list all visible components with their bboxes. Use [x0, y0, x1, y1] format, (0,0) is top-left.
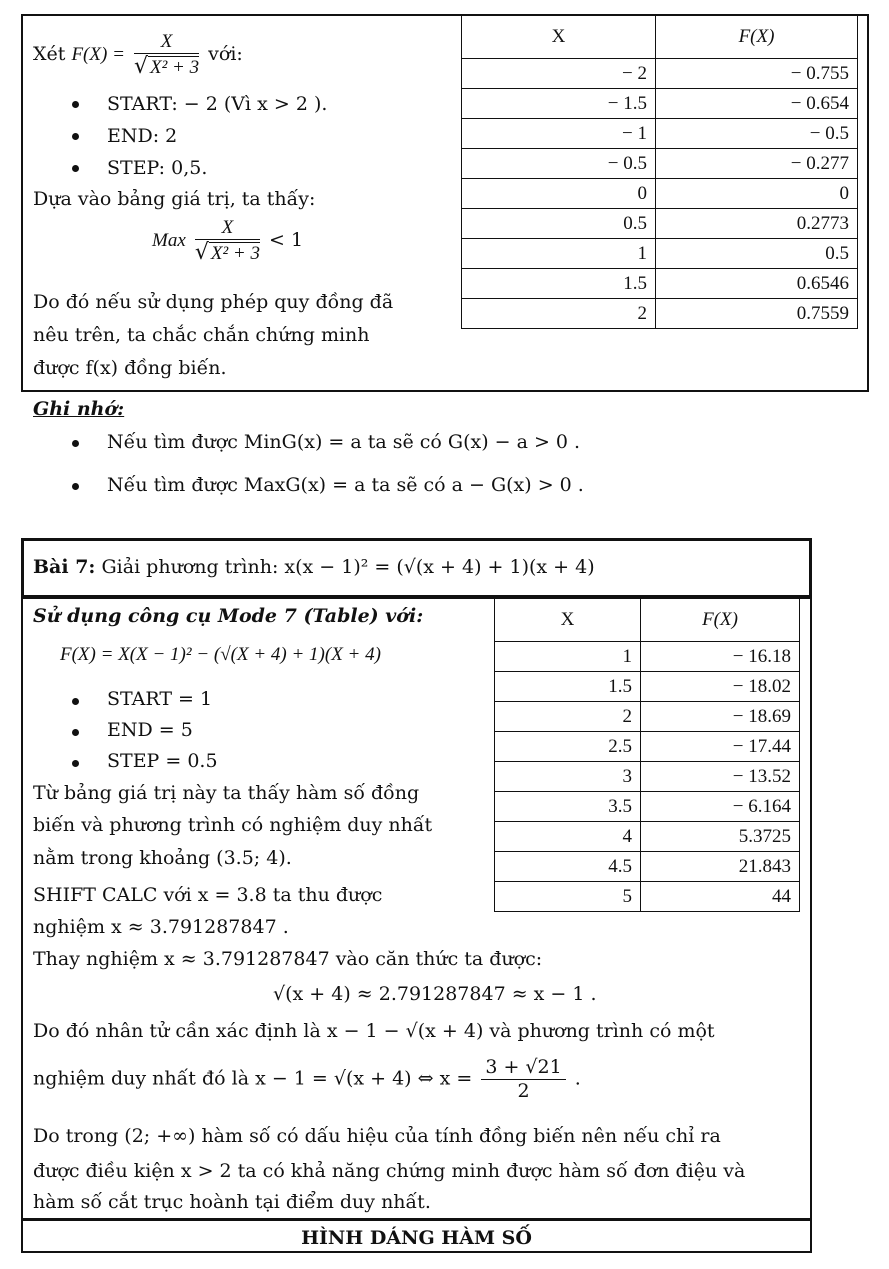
bullet-dot	[72, 698, 79, 705]
bai7-sqrt-result: √(x + 4) ≈ 2.791287847 ≈ x − 1 .	[273, 983, 597, 1005]
table-header-fx: F(X)	[641, 599, 800, 642]
bai7-bullet-step: STEP = 0.5	[107, 750, 218, 772]
block1-max-expression: Max $\frac{X}{\text{√ X² + 3}}$ < 1	[152, 217, 304, 265]
table-row: 3.5 − 6.164	[495, 792, 800, 822]
bai7-final-line: được điều kiện x > 2 ta có khả năng chứng minh được hàm số đơn điệu và	[33, 1160, 746, 1182]
table-row: 0 0	[462, 179, 858, 209]
bullet-dot	[72, 729, 79, 736]
block1-bullet-start: START: − 2 (Vì x > 2 ).	[107, 93, 328, 115]
table-row: 2.5 − 17.44	[495, 732, 800, 762]
table-row: 2 − 18.69	[495, 702, 800, 732]
table-row: 1.5 − 18.02	[495, 672, 800, 702]
bullet-dot	[72, 483, 79, 490]
table-row: − 1 − 0.5	[462, 119, 858, 149]
block1-bullet-end: END: 2	[107, 125, 178, 147]
bai7-substitute: Thay nghiệm x ≈ 3.791287847 vào căn thức ta được:	[33, 948, 543, 970]
table-row: − 2 − 0.755	[462, 59, 858, 89]
table-row: − 0.5 − 0.277	[462, 149, 858, 179]
table-header-x: X	[495, 599, 641, 642]
block1-bullet-step: STEP: 0,5.	[107, 157, 208, 179]
table-header-fx: F(X)	[656, 16, 858, 59]
table-row: 0.5 0.2773	[462, 209, 858, 239]
note-item: Nếu tìm được MinG(x) = a ta sẽ có G(x) − a > 0 .	[107, 431, 581, 453]
block1-value-table	[461, 15, 858, 329]
block1-para-line: nêu trên, ta chắc chắn chứng minh	[33, 324, 370, 346]
block1-intro: Xét F(X) = $\frac{X}{\text{√ X² + 3}}$ với:	[33, 31, 243, 79]
block1-para-line: Do đó nếu sử dụng phép quy đồng đã	[33, 291, 394, 313]
table-row: 4 5.3725	[495, 822, 800, 852]
block1-conclude: Dựa vào bảng giá trị, ta thấy:	[33, 188, 316, 210]
table-row: 2 0.7559	[462, 299, 858, 329]
bullet-dot	[72, 101, 79, 108]
bai7-final-line: hàm số cắt trục hoành tại điểm duy nhất.	[33, 1191, 431, 1213]
note-title: Ghi nhớ:	[33, 398, 125, 420]
table-row: 4.5 21.843	[495, 852, 800, 882]
note-item: Nếu tìm được MaxG(x) = a ta sẽ có a − G(x) > 0 .	[107, 474, 584, 496]
bullet-dot	[72, 165, 79, 172]
bai7-para-line: biến và phương trình có nghiệm duy nhất	[33, 814, 433, 836]
bai7-para-line: Từ bảng giá trị này ta thấy hàm số đồng	[33, 782, 420, 804]
bullet-dot	[72, 133, 79, 140]
bai7-factor-line: Do đó nhân tử cần xác định là x − 1 − √(x + 4) và phương trình có một	[33, 1020, 715, 1042]
bai7-solution: nghiệm duy nhất đó là x − 1 = √(x + 4) ⇔ x = $\frac{3 + √21}{2}$ .	[33, 1056, 581, 1102]
bai7-tool-heading: Sử dụng công cụ Mode 7 (Table) với:	[33, 605, 424, 627]
table-row: 3 − 13.52	[495, 762, 800, 792]
bai7-bullet-start: START = 1	[107, 688, 213, 710]
table-header-x: X	[462, 16, 656, 59]
bai7-value-table	[494, 598, 800, 912]
bullet-dot	[72, 760, 79, 767]
bai7-final-line: Do trong (2; +∞) hàm số có dấu hiệu của tính đồng biến nên nếu chỉ ra	[33, 1125, 721, 1147]
bai7-formula: F(X) = X(X − 1)² − (√(X + 4) + 1)(X + 4)	[60, 644, 381, 665]
bai7-shift-line: nghiệm x ≈ 3.791287847 .	[33, 916, 289, 938]
bai7-statement: Bài 7: Giải phương trình: x(x − 1)² = (√(x + 4) + 1)(x + 4)	[33, 556, 595, 578]
table-row: 5 44	[495, 882, 800, 912]
footer-title: HÌNH DÁNG HÀM SỐ	[301, 1227, 532, 1249]
bai7-shift-line: SHIFT CALC với x = 3.8 ta thu được	[33, 884, 383, 906]
table-row: 1 − 16.18	[495, 642, 800, 672]
block1-para-line: được f(x) đồng biến.	[33, 357, 227, 379]
table-row: 1.5 0.6546	[462, 269, 858, 299]
bullet-dot	[72, 440, 79, 447]
table-row: 1 0.5	[462, 239, 858, 269]
bai7-bullet-end: END = 5	[107, 719, 193, 741]
bai7-para-line: nằm trong khoảng (3.5; 4).	[33, 847, 292, 869]
table-row: − 1.5 − 0.654	[462, 89, 858, 119]
